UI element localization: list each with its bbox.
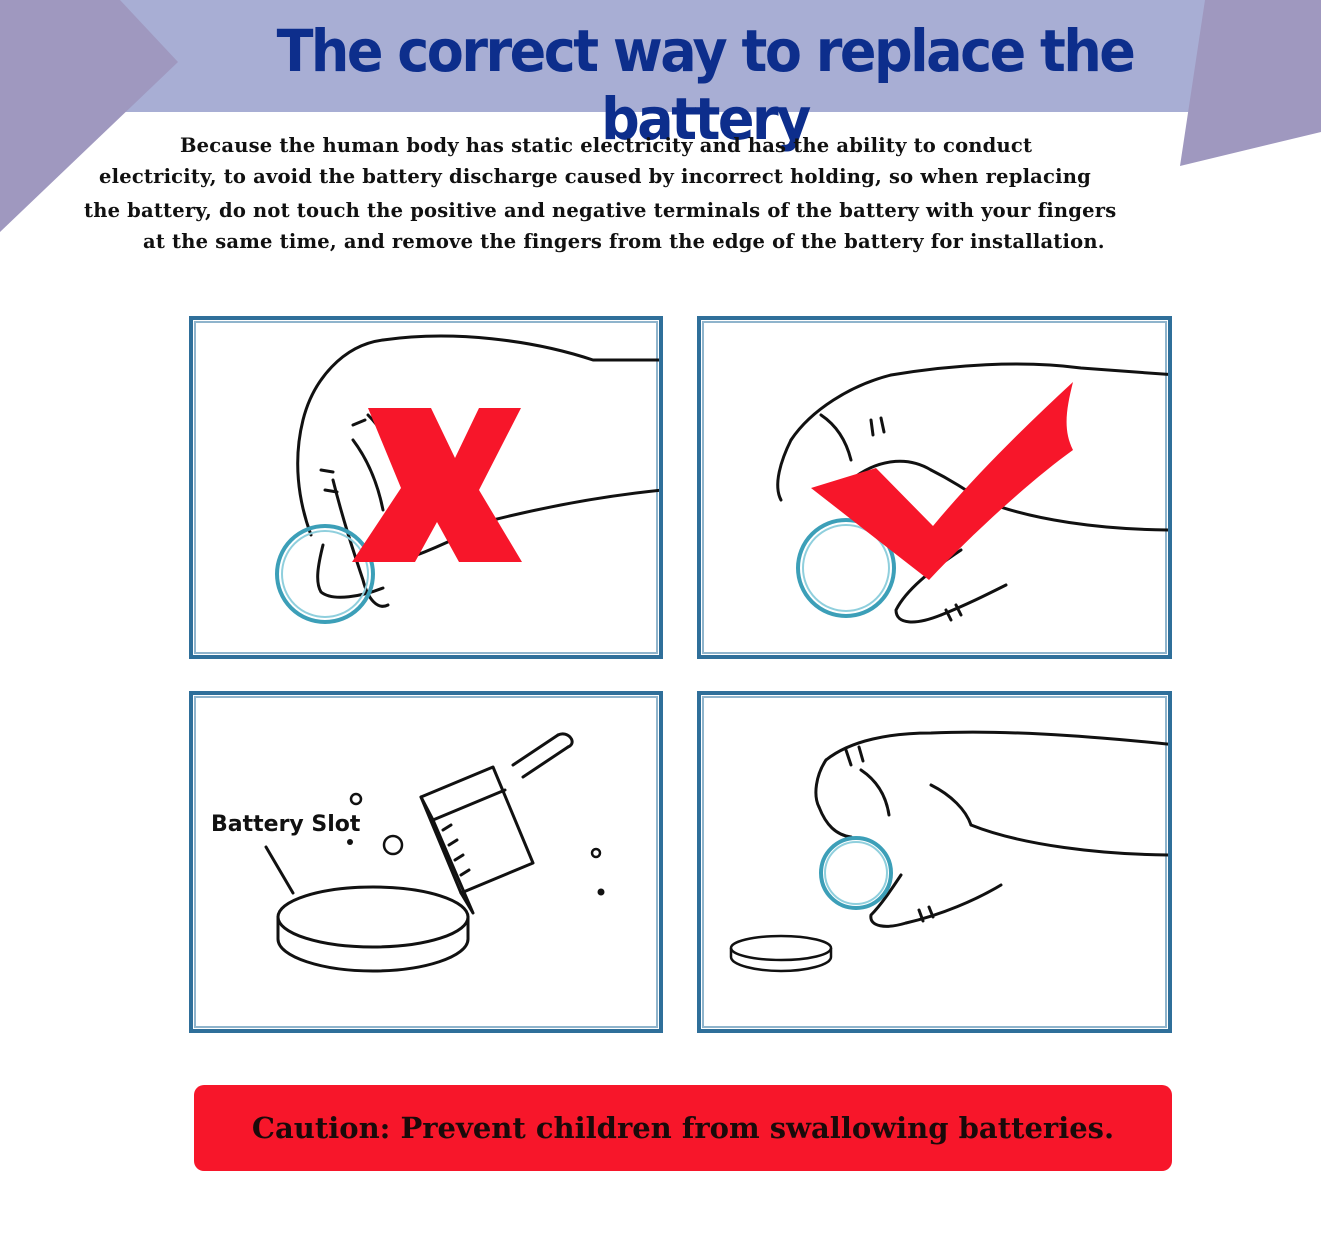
panel-insert-battery (697, 691, 1172, 1033)
intro-line-2: electricity, to avoid the battery discharge caused by incorrect holding, so when replacing (99, 165, 1091, 188)
intro-line-4: at the same time, and remove the fingers from the edge of the battery for installation. (143, 230, 1105, 253)
intro-line-1: Because the human body has static electricity and has the ability to conduct (180, 134, 1033, 157)
intro-line-3: the battery, do not touch the positive and negative terminals of the battery with your fingers (84, 199, 1117, 222)
battery-icon (277, 526, 373, 622)
page-title: The correct way to replace the battery (276, 16, 1134, 154)
banner-left-triangle (0, 0, 178, 232)
battery-slot-illustration (266, 734, 572, 971)
checkmark-icon (811, 382, 1073, 580)
caution-text: Caution: Prevent children from swallowing batteries. (251, 1111, 1115, 1145)
caution-banner (194, 1085, 1172, 1171)
panel-battery-slot (189, 691, 663, 1033)
hand-illustration (816, 732, 1172, 926)
panel-wrong-grip (189, 316, 663, 659)
panel-correct-grip (697, 316, 1172, 659)
battery-icon (821, 838, 891, 908)
empty-slot-icon (731, 936, 831, 971)
battery-slot-label: Battery Slot (211, 812, 361, 837)
